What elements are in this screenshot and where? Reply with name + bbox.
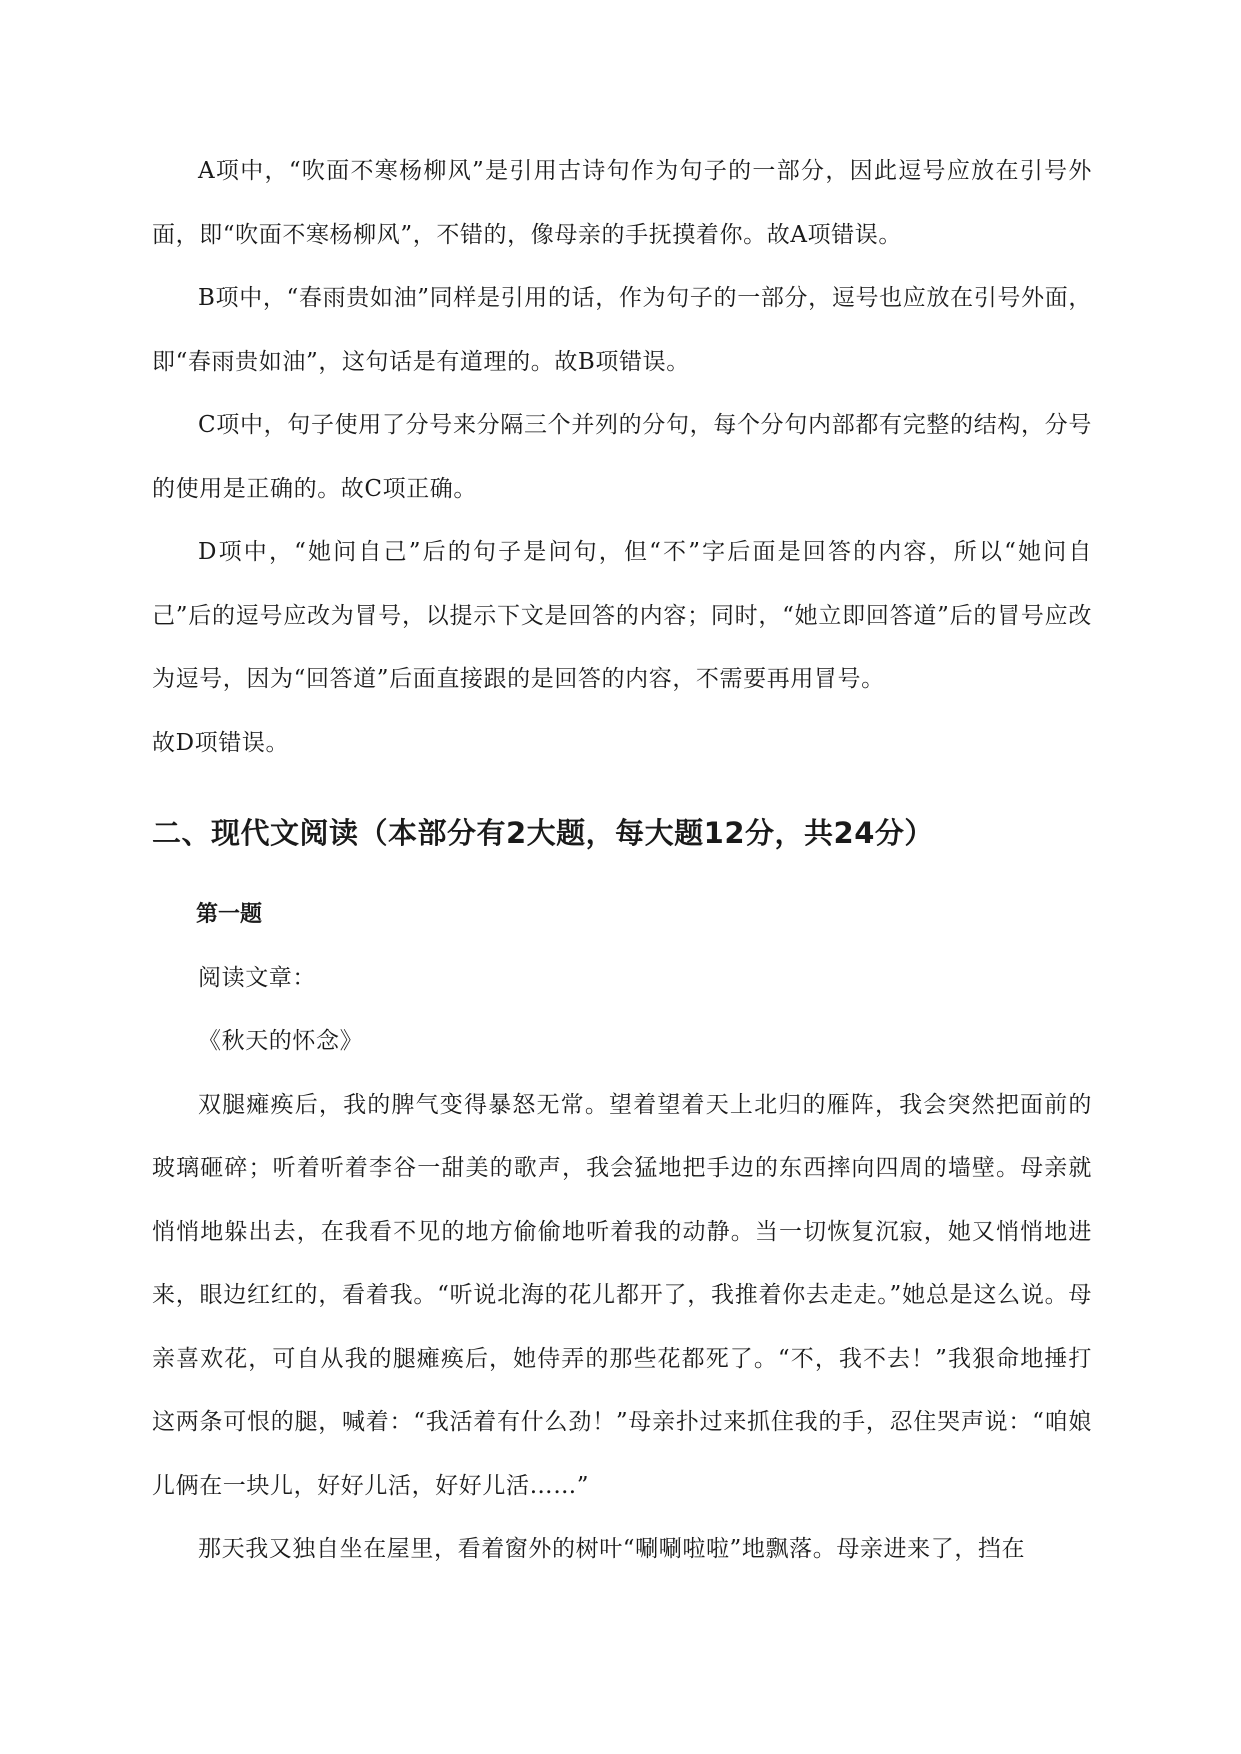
- explanation-option-b: B项中，“春雨贵如油”同样是引用的话，作为句子的一部分，逗号也应放在引号外面，即“春雨贵如油”，这句话是有道理的。故B项错误。: [152, 285, 1092, 375]
- question-label: 第一题: [196, 902, 263, 927]
- explanation-option-d-conclusion: 故D项错误。: [152, 729, 290, 756]
- article-paragraph: 那天我又独自坐在屋里，看着窗外的树叶“唰唰啦啦”地飘落。母亲进来了，挡在: [198, 1536, 1026, 1562]
- answer-explanation-block: [152, 140, 1092, 775]
- reading-instruction: 阅读文章：: [198, 964, 316, 991]
- article-paragraph: 双腿瘫痪后，我的脾气变得暴怒无常。望着望着天上北归的雁阵，我会突然把面前的玻璃砸碎；听着听着李谷一甜美的歌声，我会猛地把手边的东西摔向四周的墙壁。母亲就悄悄地躲出去，在我看不见的地方偷偷地听着我的动静。当一切恢复沉寂，她又悄悄地进来，眼边红红的，看着我。“听说北海的花儿都开了，我推着你去走走。”她总是这么说。母亲喜欢花，可自从我的腿瘫痪后，她侍弄的那些花都死了。“不，我不去！”我狠命地捶打这两条可恨的腿，喊着：“我活着有什么劲！”母亲扑过来抓住我的手，忍住哭声说：“咱娘儿俩在一块儿，好好儿活，好好儿活……”: [152, 1091, 1092, 1499]
- explanation-option-a: A项中，“吹面不寒杨柳风”是引用古诗句作为句子的一部分，因此逗号应放在引号外面，即“吹面不寒杨柳风”，不错的，像母亲的手抚摸着你。故A项错误。: [152, 158, 1092, 248]
- explanation-option-d: D项中，“她问自己”后的句子是问句，但“不”字后面是回答的内容，所以“她问自己”后的逗号应改为冒号，以提示下文是回答的内容；同时，“她立即回答道”后的冒号应改为逗号，因为“回答道”后面直接跟的是回答的内容，不需要再用冒号。: [152, 539, 1092, 692]
- page-content: [152, 140, 1092, 1582]
- article-title: 《秋天的怀念》: [198, 1028, 364, 1054]
- explanation-option-c: C项中，句子使用了分号来分隔三个并列的分句，每个分句内部都有完整的结构，分号的使用是正确的。故C项正确。: [152, 412, 1092, 502]
- section-title: 二、现代文阅读（本部分有2大题，每大题12分，共24分）: [152, 816, 934, 850]
